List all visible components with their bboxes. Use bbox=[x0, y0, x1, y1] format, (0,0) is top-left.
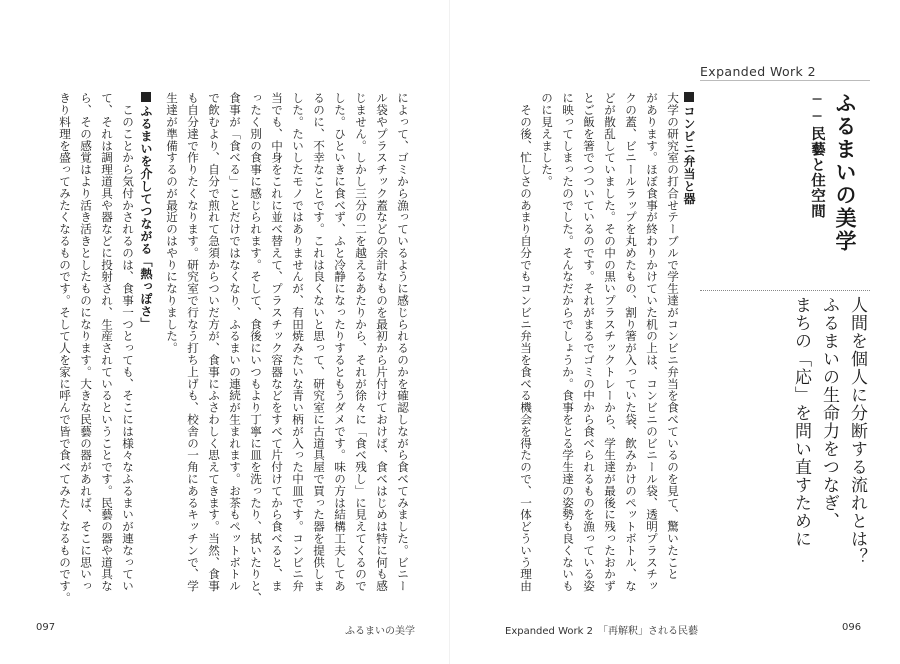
series-label: Expanded Work 2 bbox=[700, 64, 816, 79]
body-line: に映ってしまったのでした。そんなだからでしょうか。食事をとる学生達の姿勢も良くないも bbox=[561, 92, 575, 592]
body-line: きり料理を盛ってみたくなるものです。そして人を家に呼んで皆で食べてみたくなるものです。 bbox=[58, 92, 72, 604]
body-line: て、それは調理道具や器などに投射され、生産されているということです。民藝の器や道具な bbox=[100, 92, 114, 592]
body-line: によって、ゴミから漁っているように感じられるのかを確認しながら食べてみました。ビニー bbox=[396, 92, 410, 592]
lead-line-2: ふるまいの生命力をつなぎ、 bbox=[819, 296, 839, 530]
body-line: 大学の研究室の打合せテーブルで学生達がコンビニ弁当を食べているのを見て、驚いたこと bbox=[666, 92, 680, 580]
running-title-right: Expanded Work 2 「再解釈」される民藝 bbox=[505, 626, 698, 637]
body-line: とご飯を箸でつついているのです。それがまるでゴミの中から食べられるものを漁っている姿 bbox=[582, 92, 596, 592]
page-number-right: 096 bbox=[842, 622, 862, 633]
body-line: した。ひといきに食べず、ふと冷静になったりするともうダメです。味の方は結構工夫してあ bbox=[333, 92, 347, 592]
body-line: も自分達で作りたくなります。研究室で行なう打ち上げも、校舎の一角にあるキッチンで、学 bbox=[186, 92, 200, 592]
body-line: 生達が準備するのが最近のはやりになりました。 bbox=[165, 92, 179, 354]
body-line: その後、忙しさのあまり自分でもコンビニ弁当を食べる機会を得たので、一体どういう理由 bbox=[519, 92, 533, 592]
header-rule bbox=[700, 80, 870, 81]
body-line: どが散乱していました。その中の黒いプラスチックトレーから、学生達が最後に残ったおかず bbox=[603, 92, 617, 592]
body-line: 食事が「食べる」ことだけではなくなり、ふるまいの連続が生まれます。お茶もペットボトル bbox=[228, 92, 242, 592]
body-line: 当でも、中身をこれに並べ替えて、プラスチック容器などをすべて片付けてから食べると、ま bbox=[270, 92, 284, 592]
body-line: このことから気付かされるのは、食事一つとっても、そこには様々なふるまいが連なってい bbox=[121, 92, 135, 592]
body-line: があります。ほぼ食事が終わりかけていた机の上は、コンビニのビニール袋、透明プラスチッ bbox=[645, 92, 659, 592]
square-bullet-icon bbox=[684, 92, 694, 102]
body-line: ル袋やプラスチック蓋などの余計なものを最初から片付けておけば、食べはじめは特に何も感 bbox=[375, 92, 389, 592]
running-title-left: ふるまいの美学 bbox=[345, 626, 415, 637]
lead-line-3: まちの「応」を問い直すために bbox=[791, 296, 811, 548]
body-line: で飲むより、自分で煎れて急須からついだ方が、食事にふさわしく思えてきます。当然、食事 bbox=[207, 92, 221, 592]
section-heading-furumai: ふるまいを介してつながる「熱っぽさ」 bbox=[139, 92, 155, 352]
body-line: るのに、不幸なことです。これは良くないと思って、研究室に古道具屋で買った器を提供しま bbox=[312, 92, 326, 592]
chapter-subtitle: ──民藝と住空間 bbox=[809, 92, 825, 219]
lead-line-1: 人間を個人に分断する流れとは？ bbox=[847, 296, 867, 566]
body-line: ら、その感覚はより活き活きとしたものになります。大きな民藝の器があれば、そこに思いっ bbox=[79, 92, 93, 592]
chapter-title: ふるまいの美学 bbox=[833, 92, 857, 253]
gutter bbox=[449, 0, 450, 664]
body-line: した。たいしたモノではありませんが、有田焼みたいな青い柄が入った中皿です。コンビニ弁 bbox=[291, 92, 305, 592]
square-bullet-icon bbox=[141, 92, 151, 102]
section-heading-konbini: コンビニ弁当と器 bbox=[682, 92, 698, 352]
body-line: ったく別の食事に感じられます。そして、食後にいつもより丁寧に皿を洗ったり、拭いたりと、 bbox=[249, 92, 263, 604]
body-line: のに見えました。 bbox=[540, 92, 554, 188]
body-line: クの蓋、ビニールラップを丸めたもの、割り箸が入っていた袋、飲みかけのペットボトル、な bbox=[624, 92, 638, 592]
dotted-divider bbox=[700, 290, 870, 291]
page-number-left: 097 bbox=[36, 622, 56, 633]
body-line: じません。しかし三分の二を越えるあたりから、それが徐々に「食べ残し」に見えてくるので bbox=[354, 92, 368, 592]
